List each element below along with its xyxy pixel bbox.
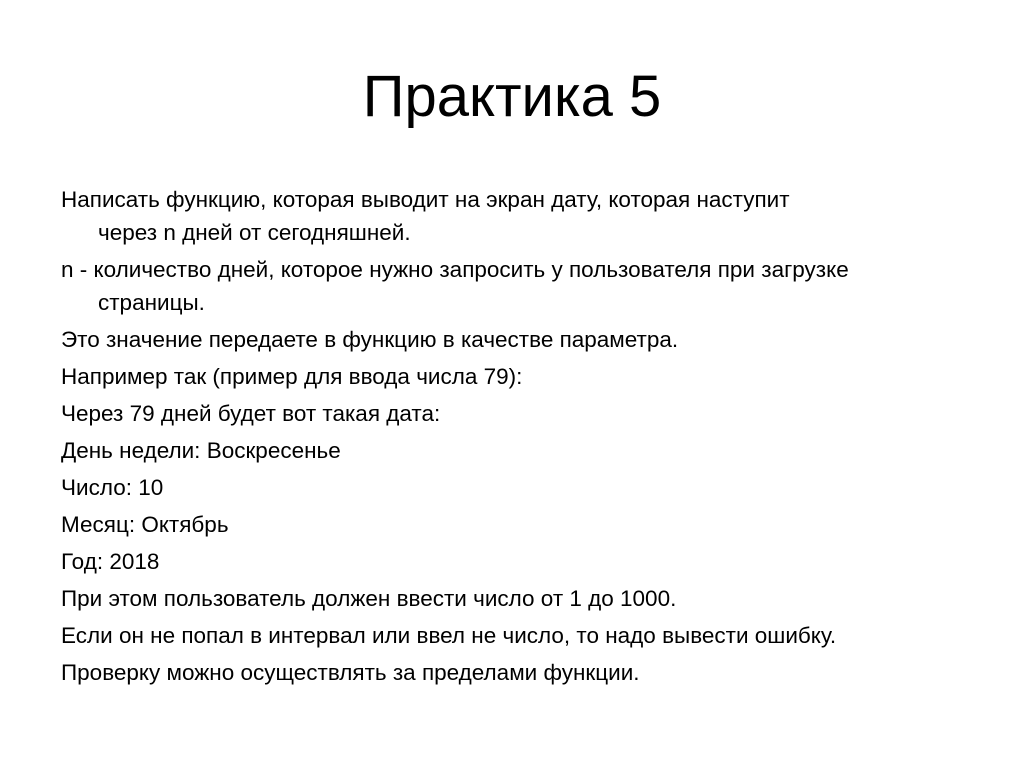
paragraph-line-continued: страницы. — [98, 290, 205, 315]
paragraph-n-definition — [61, 253, 981, 319]
paragraph-line: Написать функцию, которая выводит на экран дату, которая наступит — [61, 187, 790, 212]
slide-body — [61, 183, 981, 693]
paragraph-line: n - количество дней, которое нужно запросить у пользователя при загрузке — [61, 257, 849, 282]
slide-title: Практика 5 — [362, 64, 662, 129]
paragraph-example-intro: Например так (пример для ввода числа 79): — [61, 364, 523, 389]
paragraph-error: Если он не попал в интервал или ввел не число, то надо вывести ошибку. — [61, 623, 837, 648]
paragraph-parameter: Это значение передаете в функцию в качестве параметра. — [61, 327, 679, 352]
paragraph-day: Число: 10 — [61, 475, 164, 500]
paragraph-line-continued: через n дней от сегодняшней. — [98, 220, 411, 245]
paragraph-range: При этом пользователь должен ввести число от 1 до 1000. — [61, 586, 677, 611]
paragraph-month: Месяц: Октябрь — [61, 512, 229, 537]
paragraph-weekday: День недели: Воскресенье — [61, 438, 341, 463]
paragraph-task — [61, 183, 981, 249]
paragraph-validation: Проверку можно осуществлять за пределами функции. — [61, 660, 640, 685]
paragraph-example-result: Через 79 дней будет вот такая дата: — [61, 401, 441, 426]
paragraph-year: Год: 2018 — [61, 549, 160, 574]
